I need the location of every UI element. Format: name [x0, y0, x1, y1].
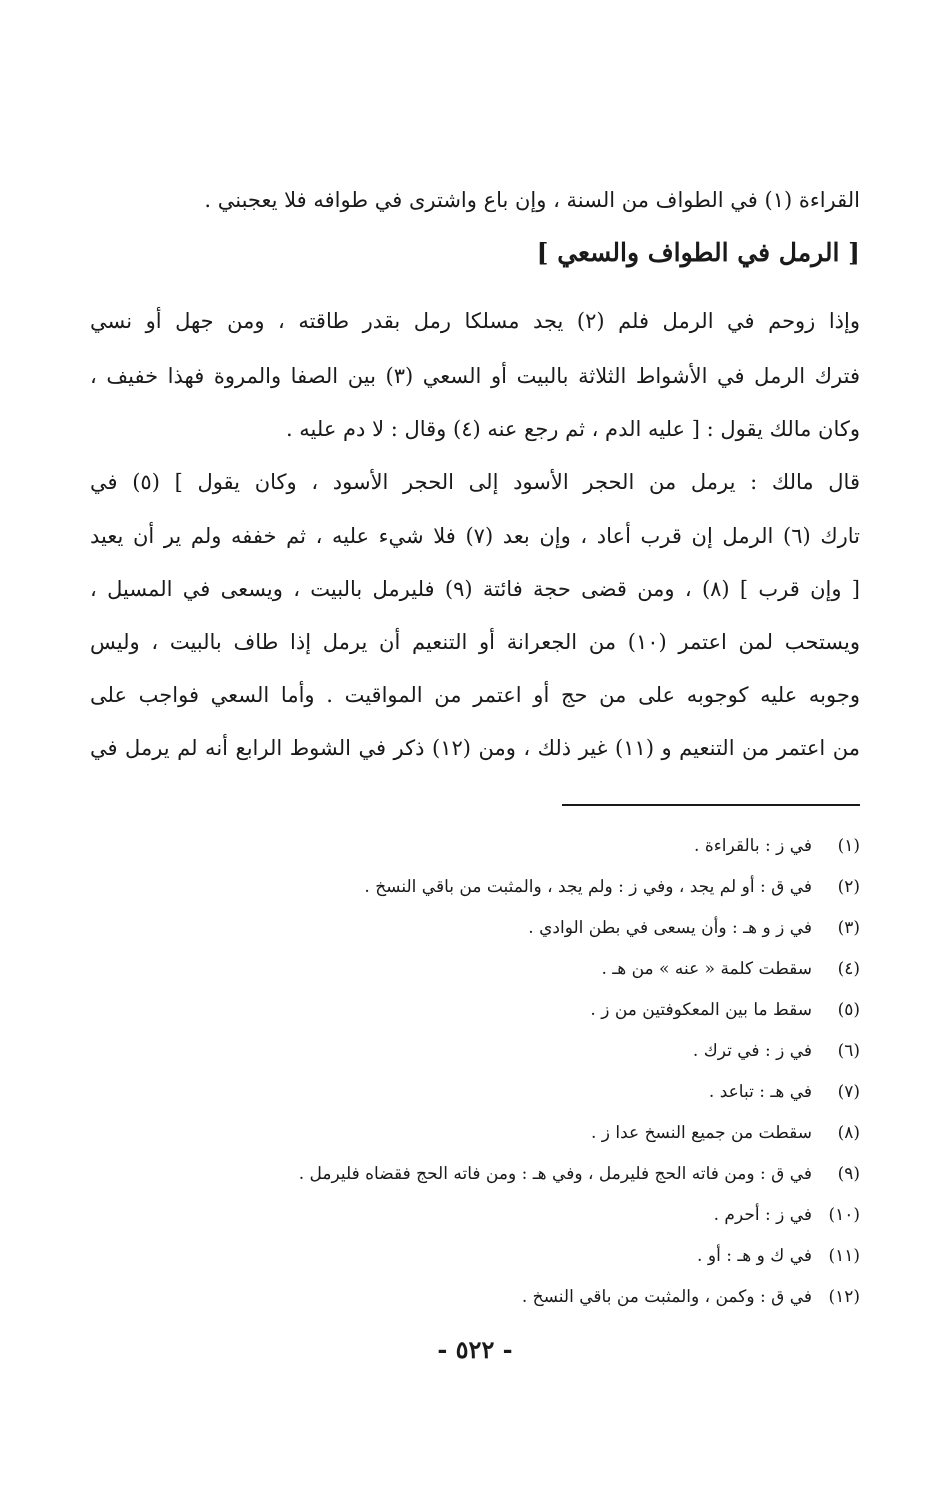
footnote-number: (٥): [837, 1000, 860, 1020]
footnote-number: (٧): [837, 1082, 860, 1102]
body-line: وجوبه عليه كوجوبه على من حج أو اعتمر من المواقيت . وأما السعي فواجب على: [90, 683, 860, 707]
footnote-text: سقطت كلمة « عنه » من هـ .: [601, 959, 812, 979]
footnote-number: (١): [837, 836, 860, 856]
footnote-number: (٣): [837, 918, 860, 938]
footnote: [591, 1117, 860, 1149]
footnote-text: سقطت من جميع النسخ عدا ز .: [590, 1123, 812, 1143]
footnote: [522, 1281, 860, 1313]
footnote: [694, 830, 860, 862]
footnote-text: في ز : أحرم .: [713, 1205, 812, 1225]
footnote: [714, 1199, 860, 1231]
footnote-text: في ز و هـ : وأن يسعى في بطن الوادي .: [528, 918, 812, 938]
body-line: القراءة (١) في الطواف من السنة ، وإن باع واشترى في طوافه فلا يعجبني .: [204, 188, 860, 212]
body-line: تارك (٦) الرمل إن قرب أعاد ، وإن بعد (٧) فلا شيء عليه ، ثم خففه ولم ير أن يعيد: [90, 524, 861, 548]
body-line: وكان مالك يقول : [ عليه الدم ، ثم رجع عنه (٤) وقال : لا دم عليه .: [285, 417, 860, 441]
footnote-number: (١٢): [828, 1287, 860, 1307]
body-line: ويستحب لمن اعتمر (١٠) من الجعرانة أو التنعيم أن يرمل إذا طاف بالبيت ، وليس: [90, 630, 861, 654]
footnote-number: (٩): [837, 1164, 860, 1184]
footnote-number: (١٠): [828, 1205, 860, 1225]
footnote-number: (١١): [828, 1246, 860, 1266]
body-line: فترك الرمل في الأشواط الثلاثة بالبيت أو السعي (٣) بين الصفا والمروة فهذا خفيف ،: [90, 364, 861, 388]
footnote: [601, 953, 860, 985]
body-line: قال مالك : يرمل من الحجر الأسود إلى الحجر الأسود ، وكان يقول ] (٥) في: [90, 470, 860, 494]
footnote-text: في ق : وكمن ، والمثبت من باقي النسخ .: [521, 1287, 812, 1307]
body-line: من اعتمر من التنعيم و (١١) غير ذلك ، ومن (١٢) ذكر في الشوط الرابع أنه لم يرمل في: [90, 736, 860, 760]
body-line: [ وإن قرب ] (٨) ، ومن قضى حجة فائتة (٩) فليرمل بالبيت ، ويسعى في المسيل ،: [90, 577, 860, 601]
section-heading: [ الرمل في الطواف والسعي ]: [536, 238, 860, 267]
footnote-text: في هـ : تباعد .: [708, 1082, 812, 1102]
footnote-text: في ك و هـ : أو .: [697, 1246, 812, 1266]
footnote-text: سقط ما بين المعكوفتين من ز .: [590, 1000, 812, 1020]
footnote-number: (٤): [837, 959, 860, 979]
footnote-divider: [562, 804, 860, 806]
footnote-text: في ز : في ترك .: [692, 1041, 812, 1061]
footnote: [364, 871, 860, 903]
footnote-number: (٢): [837, 877, 860, 897]
footnote: [528, 912, 860, 944]
footnote-text: في ق : ومن فاته الحج فليرمل ، وفي هـ : ومن فاته الحج فقضاه فليرمل .: [298, 1164, 812, 1184]
footnote-text: في ق : أو لم يجد ، وفي ز : ولم يجد ، والمثبت من باقي النسخ .: [364, 877, 812, 897]
footnote: [693, 1035, 860, 1067]
body-line: وإذا زوحم في الرمل فلم (٢) يجد مسلكا رمل بقدر طاقته ، ومن جهل أو نسي: [90, 309, 860, 333]
footnote: [697, 1240, 860, 1272]
footnote: [299, 1158, 860, 1190]
footnote-number: (٦): [837, 1041, 860, 1061]
footnote: [709, 1076, 860, 1108]
page-number: - ٥٢٢ -: [437, 1335, 513, 1364]
footnote-number: (٨): [837, 1123, 860, 1143]
footnote: [590, 994, 860, 1026]
footnote-text: في ز : بالقراءة .: [694, 836, 812, 856]
